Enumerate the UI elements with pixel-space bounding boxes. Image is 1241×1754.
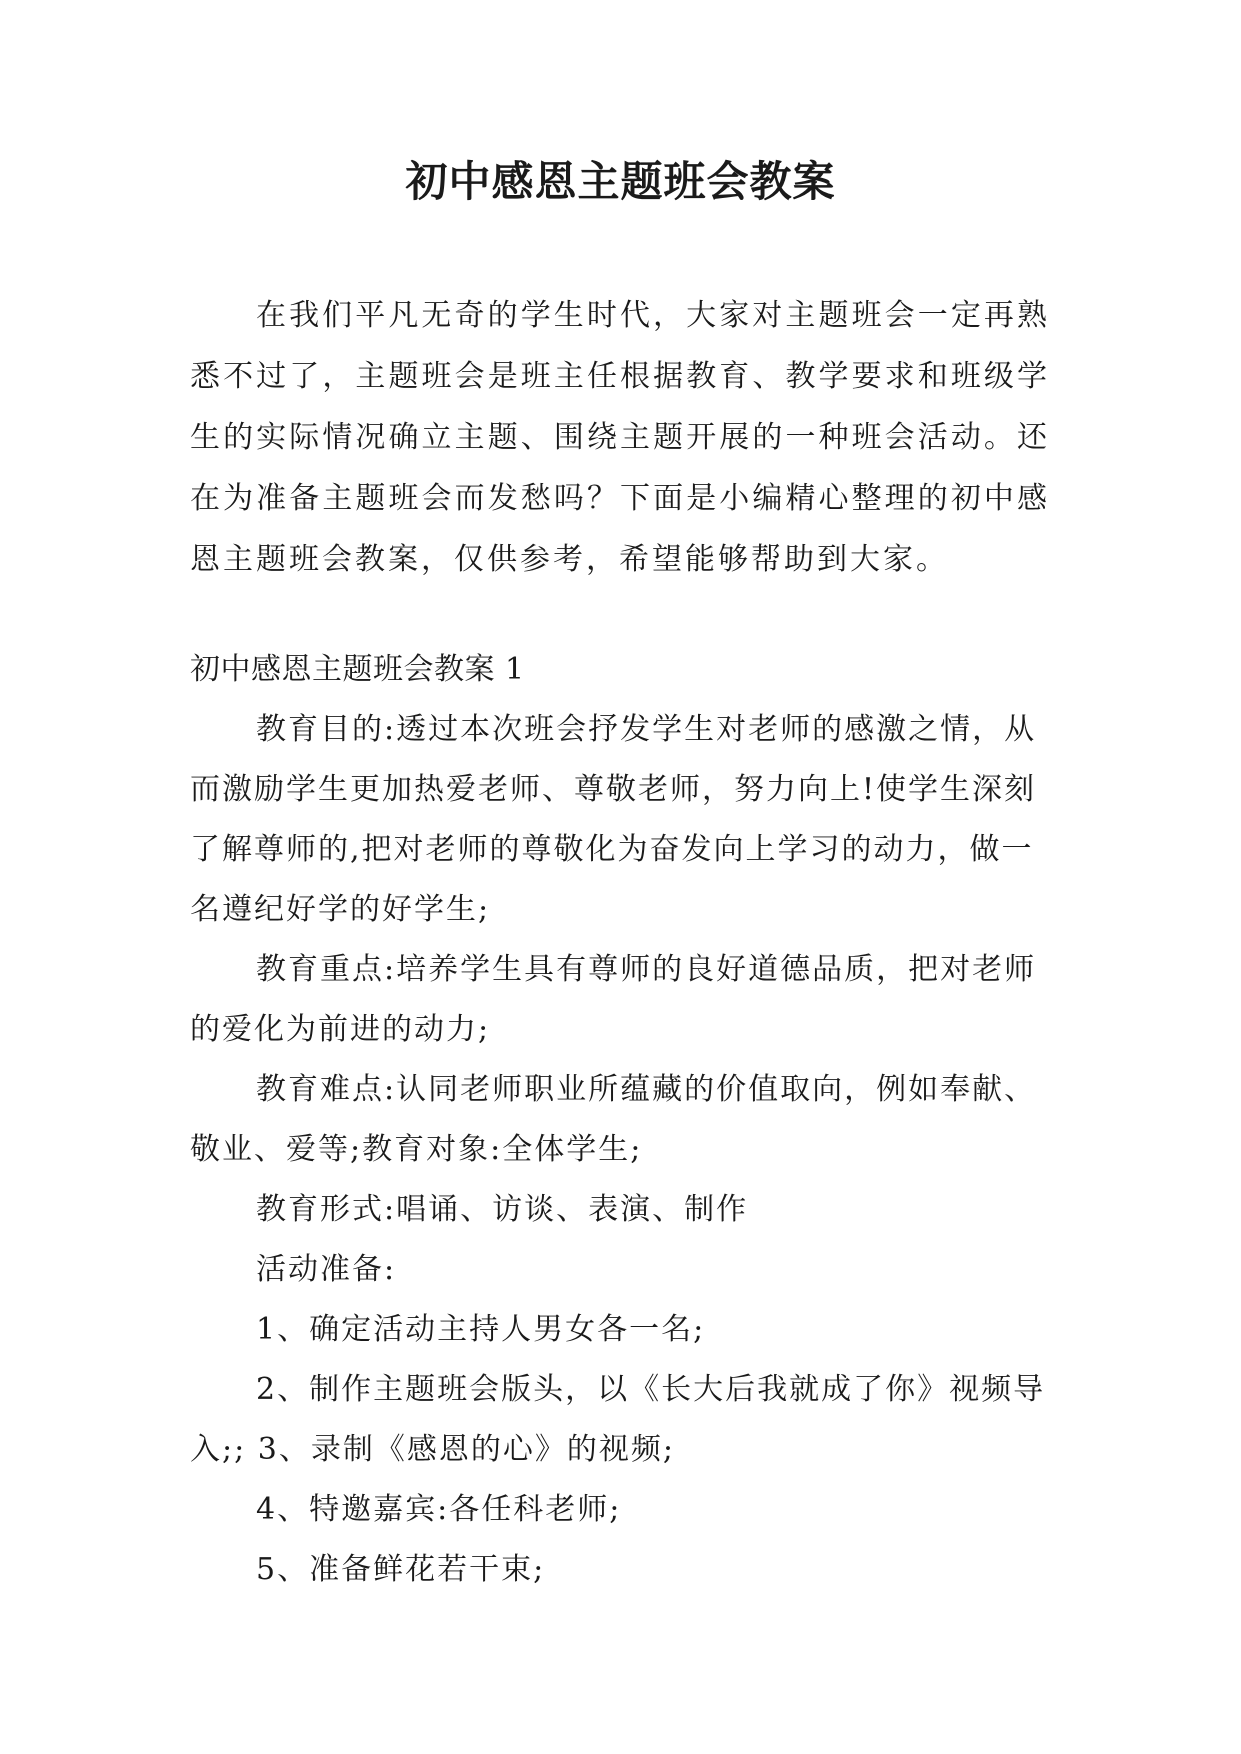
section-heading: 初中感恩主题班会教案 1 bbox=[190, 652, 525, 687]
intro-paragraph: 在我们平凡无奇的学生时代，大家对主题班会一定再熟悉不过了，主题班会是班主任根据教育、教学要求和班级学生的实际情况确立主题、围绕主题开展的一种班会活动。还在为准备主题班会而发愁吗？下面是小编精心整理的初中感恩主题班会教案，仅供参考，希望能够帮助到大家。 bbox=[190, 298, 1050, 577]
paragraph-education-difficulty: 教育难点:认同老师职业所蕴藏的价值取向，例如奉献、敬业、爱等;教育对象:全体学生; bbox=[190, 1072, 1037, 1167]
document-title: 初中感恩主题班会教案 bbox=[405, 157, 836, 206]
paragraph-education-form: 教育形式:唱诵、访谈、表演、制作 bbox=[256, 1192, 749, 1227]
document-body bbox=[190, 640, 1052, 1600]
list-item: 4、特邀嘉宾:各任科老师; bbox=[256, 1492, 622, 1527]
paragraph-activity-preparation: 活动准备: bbox=[256, 1252, 397, 1287]
paragraph-education-focus: 教育重点:培养学生具有尊师的良好道德品质，把对老师的爱化为前进的动力; bbox=[190, 952, 1037, 1047]
list-item: 2、制作主题班会版头，以《长大后我就成了你》视频导入;; 3、录制《感恩的心》的视频; bbox=[190, 1372, 1046, 1467]
paragraph-education-goal: 教育目的:透过本次班会抒发学生对老师的感激之情，从而激励学生更加热爱老师、尊敬老师，努力向上!使学生深刻了解尊师的,把对老师的尊敬化为奋发向上学习的动力，做一名遵纪好学的好学生; bbox=[190, 712, 1037, 927]
list-item: 1、确定活动主持人男女各一名; bbox=[256, 1312, 706, 1347]
list-item: 5、准备鲜花若干束; bbox=[256, 1552, 546, 1587]
